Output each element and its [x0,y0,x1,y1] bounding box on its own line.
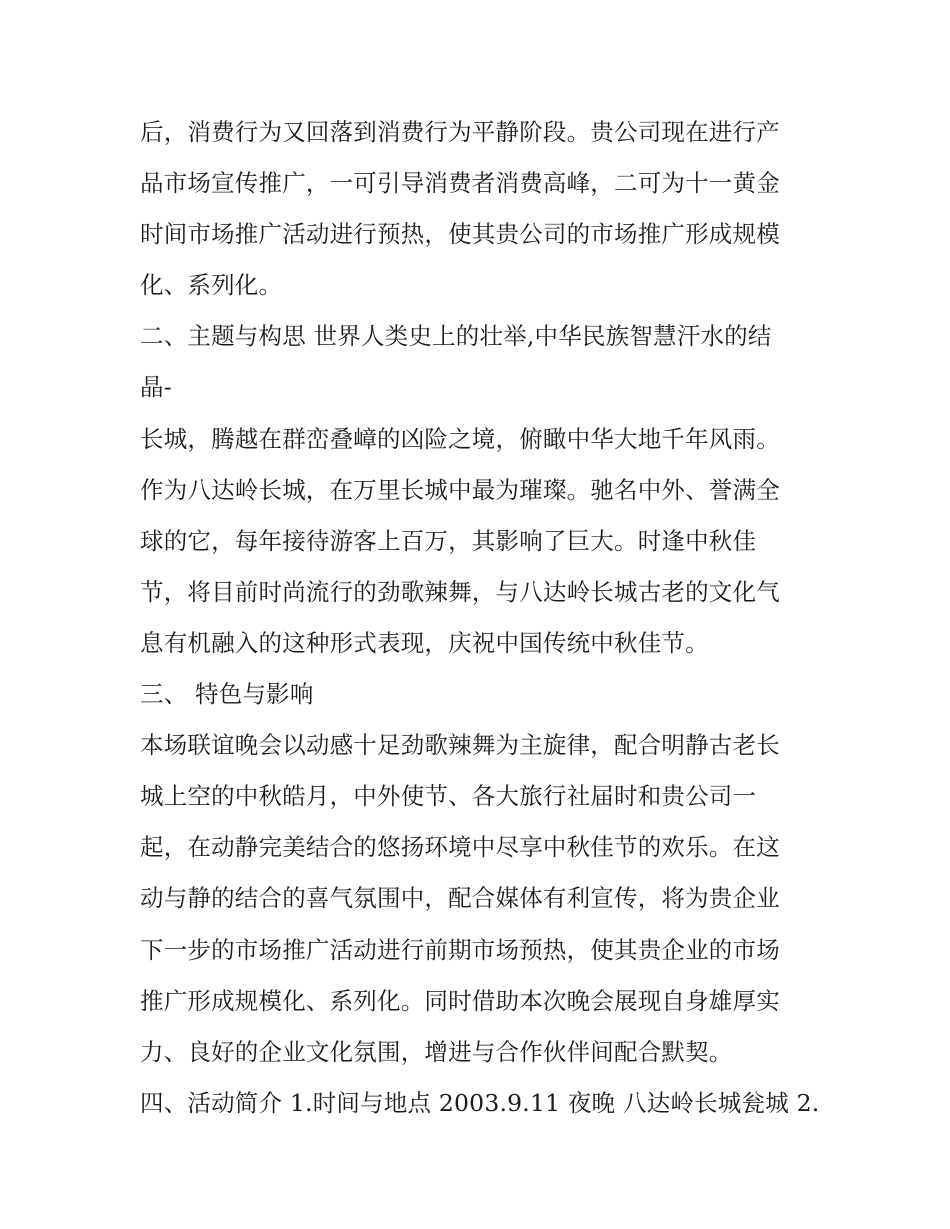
body-text [140,107,820,1129]
section-heading-activity: 四、活动简介 1.时间与地点 2003.9.11 夜晚 八达岭长城瓮城 2. [140,1088,820,1117]
paragraph-line: 晶- [140,373,172,402]
paragraph-line: 作为八达岭长城，在万里长城中最为璀璨。驰名中外、誉满全 [140,475,780,504]
paragraph-line: 推广形成规模化、系列化。同时借助本次晚会展现自身雄厚实 [140,986,780,1015]
section-heading-theme: 二、主题与构思 世界人类史上的壮举,中华民族智慧汗水的结 [140,322,772,351]
paragraph-line: 时间市场推广活动进行预热，使其贵公司的市场推广形成规模 [140,220,780,249]
paragraph-line: 后，消费行为又回落到消费行为平静阶段。贵公司现在进行产 [140,118,780,146]
paragraph-line: 化、系列化。 [140,271,283,300]
paragraph-line: 本场联谊晚会以动感十足劲歌辣舞为主旋律，配合明静古老长 [140,731,780,760]
paragraph-line: 下一步的市场推广活动进行前期市场预热，使其贵企业的市场 [140,935,780,964]
paragraph-line: 城上空的中秋皓月，中外使节、各大旅行社届时和贵公司一 [140,782,757,811]
paragraph-line: 长城，腾越在群峦叠嶂的凶险之境，俯瞰中华大地千年风雨。 [140,424,780,453]
paragraph-line: 节，将目前时尚流行的劲歌辣舞，与八达岭长城古老的文化气 [140,577,780,606]
section-heading-features: 三、 特色与影响 [140,680,314,709]
paragraph-line: 起，在动静完美结合的悠扬环境中尽享中秋佳节的欢乐。在这 [140,833,780,862]
paragraph-line: 力、良好的企业文化氛围，增进与合作伙伴间配合默契。 [140,1037,733,1066]
paragraph-line: 息有机融入的这种形式表现，庆祝中国传统中秋佳节。 [140,628,709,657]
paragraph-line: 品市场宣传推广，一可引导消费者消费高峰，二可为十一黄金 [140,169,780,198]
paragraph-line: 动与静的结合的喜气氛围中，配合媒体有利宣传，将为贵企业 [140,884,780,913]
paragraph-line: 球的它，每年接待游客上百万，其影响了巨大。时逢中秋佳 [140,526,757,555]
